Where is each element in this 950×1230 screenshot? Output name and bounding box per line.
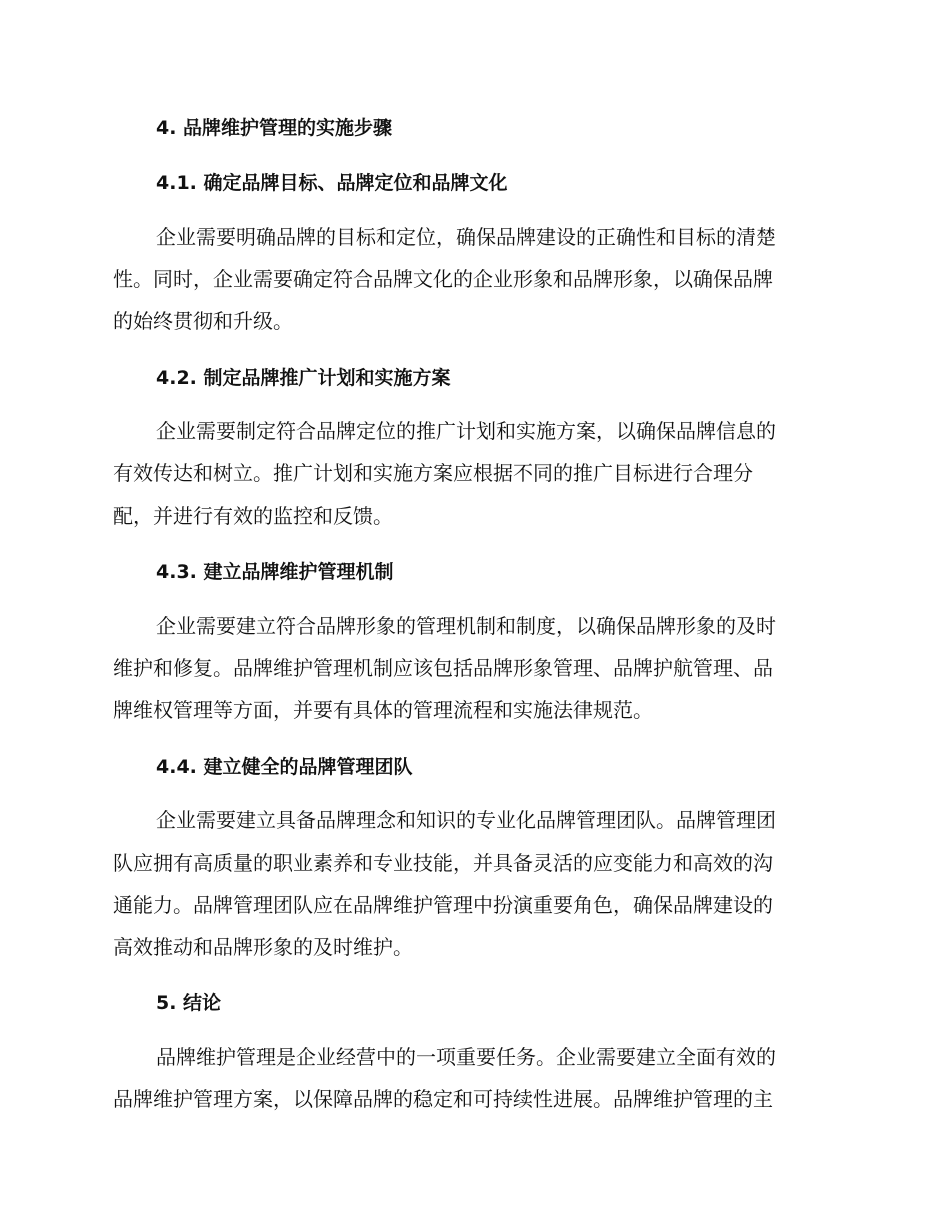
paragraph-line: 高效推动和品牌形象的及时维护。 — [113, 935, 413, 959]
paragraph-line: 企业需要明确品牌的目标和定位，确保品牌建设的正确性和目标的清楚 — [156, 225, 776, 249]
paragraph-line: 牌维权管理等方面，并要有具体的管理流程和实施法律规范。 — [113, 698, 653, 722]
section-heading-5: 5. 结论 — [156, 992, 222, 1014]
paragraph-line: 企业需要制定符合品牌定位的推广计划和实施方案，以确保品牌信息的 — [156, 419, 776, 443]
paragraph-line: 品牌维护管理方案，以保障品牌的稳定和可持续性进展。品牌维护管理的主 — [113, 1087, 773, 1111]
paragraph-line: 的始终贯彻和升级。 — [113, 309, 293, 333]
section-heading-4-1: 4.1. 确定品牌目标、品牌定位和品牌文化 — [156, 172, 508, 194]
section-heading-4-4: 4.4. 建立健全的品牌管理团队 — [156, 756, 413, 778]
paragraph-line: 性。同时，企业需要确定符合品牌文化的企业形象和品牌形象，以确保品牌 — [113, 267, 773, 291]
paragraph-line: 通能力。品牌管理团队应在品牌维护管理中扮演重要角色，确保品牌建设的 — [113, 893, 773, 917]
paragraph-line: 有效传达和树立。推广计划和实施方案应根据不同的推广目标进行合理分 — [113, 461, 753, 485]
paragraph-line: 企业需要建立具备品牌理念和知识的专业化品牌管理团队。品牌管理团 — [156, 808, 776, 832]
paragraph-line: 品牌维护管理是企业经营中的一项重要任务。企业需要建立全面有效的 — [156, 1045, 776, 1069]
paragraph-line: 维护和修复。品牌维护管理机制应该包括品牌形象管理、品牌护航管理、品 — [113, 656, 773, 680]
paragraph-line: 企业需要建立符合品牌形象的管理机制和制度，以确保品牌形象的及时 — [156, 614, 776, 638]
section-heading-4-2: 4.2. 制定品牌推广计划和实施方案 — [156, 367, 451, 389]
paragraph-line: 配，并进行有效的监控和反馈。 — [113, 504, 393, 528]
section-heading-4: 4. 品牌维护管理的实施步骤 — [156, 117, 393, 139]
paragraph-line: 队应拥有高质量的职业素养和专业技能，并具备灵活的应变能力和高效的沟 — [113, 851, 773, 875]
section-heading-4-3: 4.3. 建立品牌维护管理机制 — [156, 561, 394, 583]
